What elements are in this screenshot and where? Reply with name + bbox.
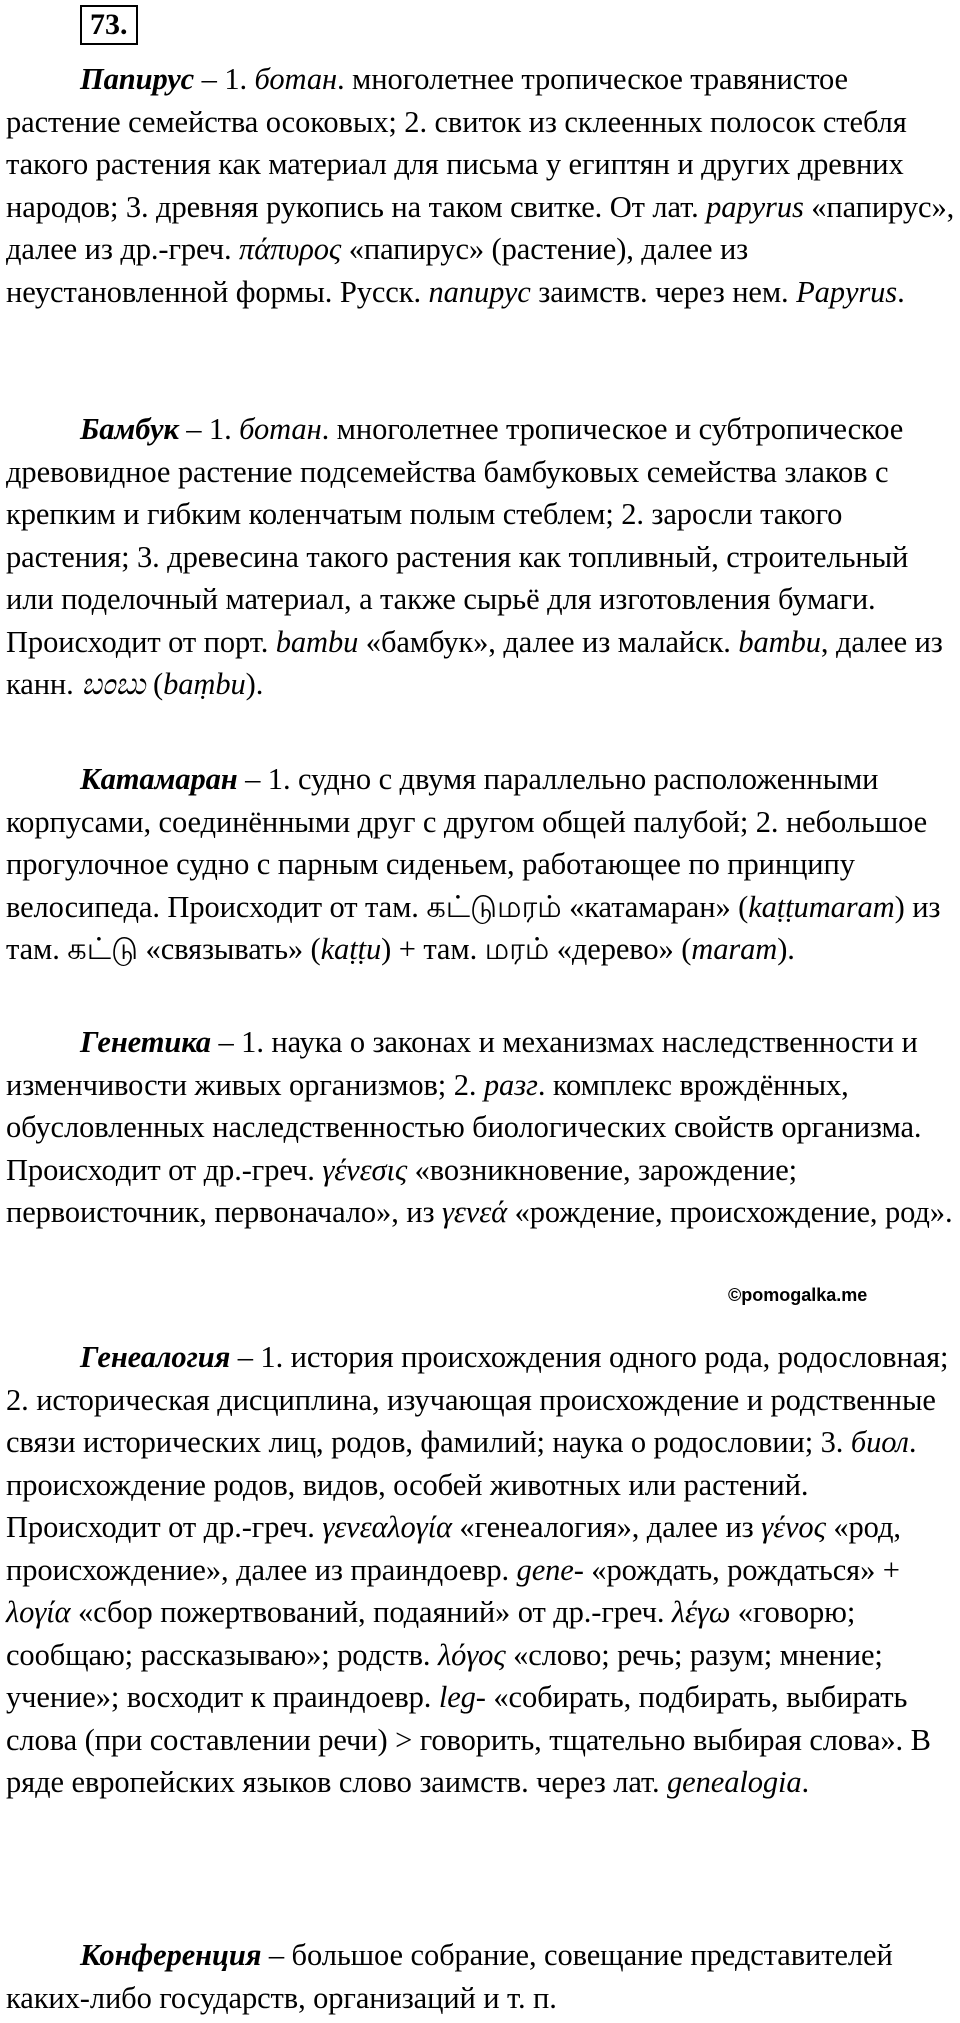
italic-term: γένος (761, 1510, 826, 1544)
headword: Катамаран (80, 762, 238, 796)
text-run: கட்டு (67, 932, 139, 966)
entry-bamboo (6, 408, 956, 706)
headword: Генетика (80, 1025, 211, 1059)
text-run: ) из там. (6, 889, 941, 966)
italic-term: genealogia (667, 1765, 802, 1799)
italic-term: λέγω (671, 1595, 731, 1629)
text-run: «собирать, подбирать, выбирать слова (при составлении речи) > говорить, тщательно выбирая слова». В ряде европейских языков слово заимств. через лат. (6, 1680, 931, 1799)
text-run: «рождать, рождаться» + (583, 1552, 900, 1587)
text-run: «род, происхождение», далее из праиндоевр. (6, 1510, 901, 1587)
text-run: «рождение, происхождение, род». (507, 1195, 953, 1229)
text-run: «папирус», далее из др.-греч. (6, 189, 955, 266)
italic-term: γένεσις (322, 1152, 408, 1187)
text-run: மரம் (484, 932, 550, 966)
text-run: заимств. через нем. (530, 274, 797, 309)
text-run: «генеалогия», далее из (451, 1510, 762, 1544)
text-run: «слово; речь; разум; мнение; учение»; восходит к праиндоевр. (6, 1637, 883, 1714)
italic-term: gene- (516, 1552, 584, 1587)
text-run: «связывать» ( (138, 932, 321, 966)
italic-term: ботан (239, 412, 322, 446)
text-run: «сбор пожертвований, подаяний» от др.-греч. (70, 1595, 672, 1629)
text-run: «возникновение, зарождение; первоисточник, первоначало», из (6, 1152, 798, 1229)
text-run: «бамбук», далее из малайск. (358, 624, 739, 659)
text-run: கட்டுமரம் (426, 889, 562, 924)
text-run: «папирус» (растение), далее из неустановленной формы. Русск. (6, 232, 749, 309)
headword: Бамбук (80, 412, 179, 446)
italic-term: kaṭṭumaram (748, 889, 895, 924)
text-run: – 1. (178, 412, 240, 446)
italic-term: ಬಂಬು (81, 667, 146, 701)
italic-term: γενεαλογία (322, 1510, 452, 1544)
text-run: ). (777, 932, 795, 966)
entry-catamaran (6, 758, 956, 971)
text-run: – 1. наука о законах и механизмах наследственности и изменчивости живых организмов; 2. (6, 1025, 918, 1102)
text-run: , далее из канн. (6, 624, 943, 701)
italic-term: leg- (438, 1680, 486, 1714)
italic-term: λογία (6, 1595, 71, 1629)
exercise-number: 73. (80, 5, 138, 45)
italic-term: биол (850, 1425, 909, 1459)
text-run: – 1. (194, 62, 255, 96)
text-run: ). (245, 667, 264, 701)
text-run: . (897, 274, 905, 309)
text-run: . комплекс врождённых, обусловленных наследственностью биологических свойств организма. Происходит от др.-греч. (6, 1067, 922, 1187)
text-run: – большое собрание, совещание представителей каких-либо государств, организаций и т. п. (6, 1938, 893, 2015)
entry-conference (6, 1934, 956, 2019)
text-run: «говорю; сообщаю; рассказываю»; родств. (6, 1595, 856, 1672)
text-run: «катамаран» ( (561, 889, 749, 924)
text-run: . (801, 1765, 810, 1799)
entry-papyrus (6, 58, 956, 313)
headword: Генеалогия (80, 1340, 231, 1374)
italic-term: γενεά (441, 1195, 508, 1229)
text-run: . многолетнее тропическое травянистое растение семейства осоковых; 2. свиток из склеенных полосок стебля такого растения как материал для письма у египтян и других древних народов; 3. древняя рукопись на таком свитке. От лат. (6, 62, 907, 224)
italic-term: kaṭṭu (320, 932, 382, 966)
text-run: . происхождение родов, видов, особей животных или растений. Происходит от др.-греч. (6, 1425, 917, 1544)
headword: Папирус (80, 62, 195, 96)
italic-term: bambu (738, 624, 821, 659)
text-run: . многолетнее тропическое и субтропическое древовидное растение подсемейства бамбуковых семейства злаков с крепким и гибким коленчатым полым стеблем; 2. заросли такого растения; 3. древесина такого растения как топливный, строительный или поделочный материал, а также сырьё для изготовления бумаги. Происходит от порт. (6, 412, 909, 659)
text-run: ) + там. (381, 932, 485, 966)
headword: Конференция (80, 1938, 262, 1972)
watermark: ©pomogalka.me (728, 1285, 868, 1305)
italic-term: λόγος (438, 1637, 506, 1672)
italic-term: bambu (275, 624, 359, 659)
italic-term: πάπυρος (239, 232, 342, 266)
italic-term: папирус (428, 274, 531, 309)
italic-term: papyrus (706, 189, 804, 224)
italic-term: ботан (254, 62, 337, 96)
italic-term: Papyrus (796, 274, 898, 309)
text-run: – 1. судно с двумя параллельно расположенными корпусами, соединёнными друг с другом общей палубой; 2. небольшое прогулочное судно с парным сиденьем, работающее по принципу велосипеда. Происходит от там. (6, 762, 928, 924)
entry-genetics (6, 1021, 956, 1234)
text-run: – 1. история происхождения одного рода, родословная; 2. историческая дисциплина, изучающая происхождение и родственные связи исторических лиц, родов, фамилий; наука о родословии; 3. (6, 1340, 949, 1459)
text-run: ( (145, 667, 164, 701)
entry-genealogy (6, 1336, 956, 1804)
italic-term: разг (483, 1067, 538, 1102)
italic-term: maram (691, 932, 778, 966)
text-run: «дерево» ( (549, 932, 692, 966)
italic-term: baṃbu (163, 667, 246, 701)
